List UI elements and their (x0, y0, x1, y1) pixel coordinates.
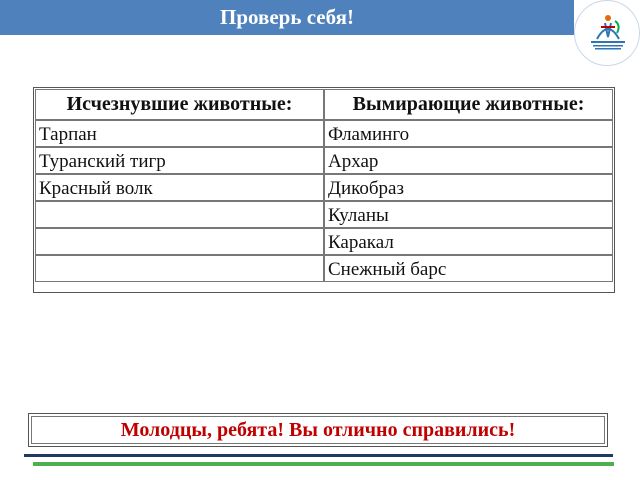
table-row (35, 255, 613, 282)
divider-blue (24, 454, 613, 457)
praise-banner-inner (31, 416, 605, 444)
endangered-cell: Дикобраз (324, 174, 613, 201)
endangered-cell: Куланы (324, 201, 613, 228)
endangered-cell: Снежный барс (324, 255, 613, 282)
praise-banner (28, 413, 608, 447)
endangered-cell: Фламинго (324, 120, 613, 147)
extinct-cell: Туранский тигр (35, 147, 324, 174)
extinct-cell (35, 201, 324, 228)
endangered-cell: Архар (324, 147, 613, 174)
slide-title-bar (0, 0, 574, 35)
table-row (35, 120, 613, 147)
praise-message: Молодцы, ребята! Вы отлично справились! (120, 418, 516, 441)
extinct-cell: Тарпан (35, 120, 324, 147)
divider-green (33, 462, 614, 466)
table-row (35, 147, 613, 174)
slide-title: Проверь себя! (220, 5, 354, 29)
table-row (35, 174, 613, 201)
table-header-row (35, 89, 613, 120)
school-logo-icon (574, 0, 640, 66)
animals-table (35, 89, 613, 282)
animals-table-frame (33, 87, 615, 293)
extinct-cell (35, 228, 324, 255)
table-row (35, 228, 613, 255)
extinct-cell: Красный волк (35, 174, 324, 201)
extinct-cell (35, 255, 324, 282)
table-row (35, 201, 613, 228)
header-endangered: Вымирающие животные: (324, 89, 613, 120)
header-extinct: Исчезнувшие животные: (35, 89, 324, 120)
endangered-cell: Каракал (324, 228, 613, 255)
